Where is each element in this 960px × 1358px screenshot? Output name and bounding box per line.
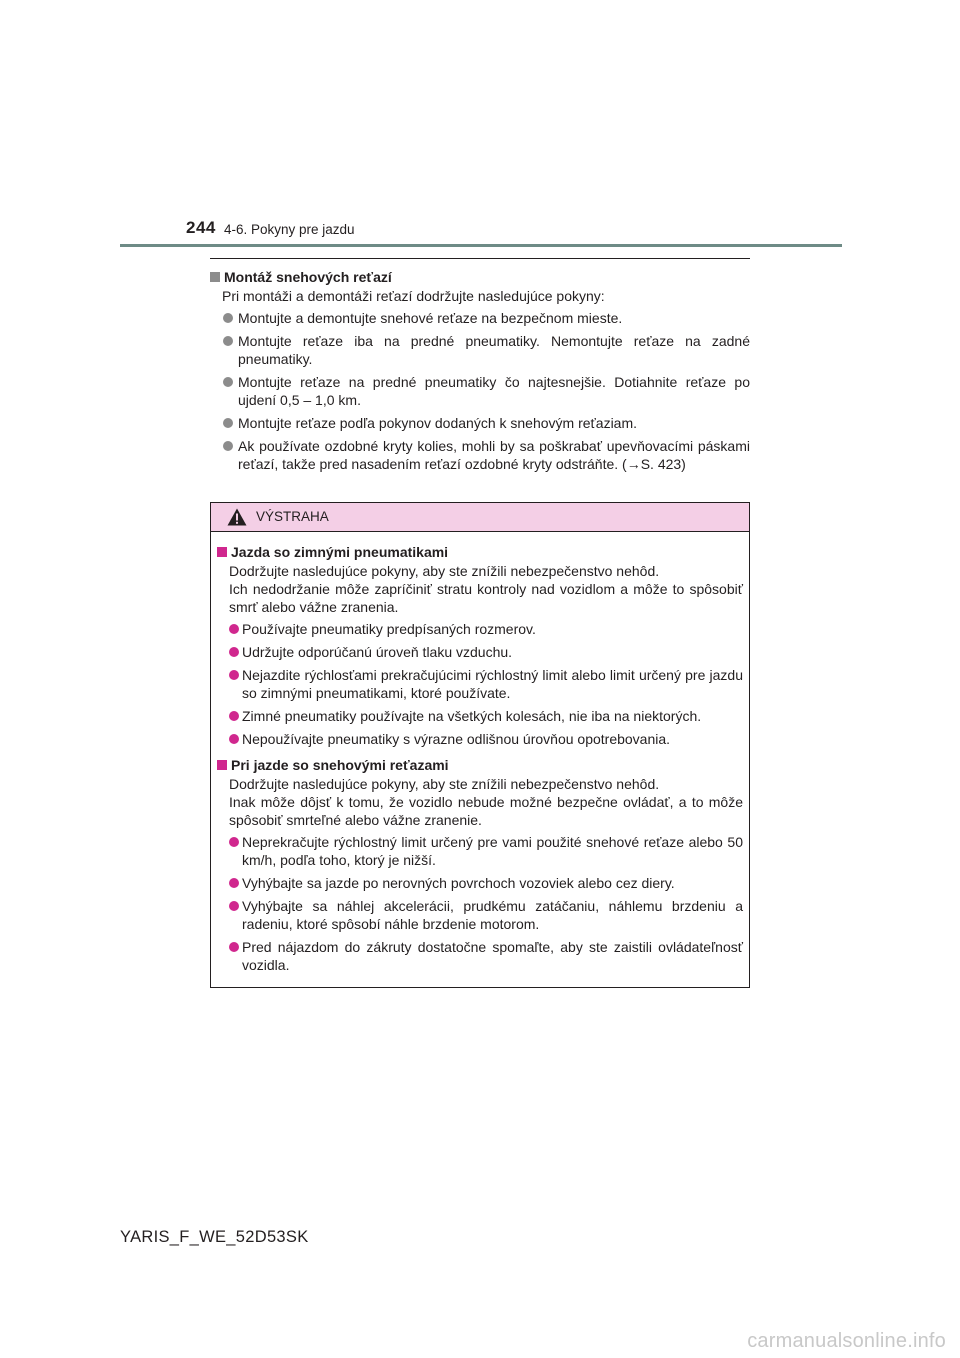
bullet-dot-icon [223, 418, 233, 428]
winter-tires-heading: Jazda so zimnými pneumatikami [217, 542, 743, 562]
bullet-dot-icon [229, 942, 239, 952]
square-bullet-icon [217, 760, 227, 770]
list-item: Nepoužívajte pneumatiky s výrazne odlišnou úrovňou opotrebovania. [217, 730, 743, 748]
snow-chains-heading-text: Montáž snehových reťazí [224, 269, 392, 285]
bullet-dot-icon [229, 624, 239, 634]
header-rule [120, 244, 842, 247]
list-item: Vyhýbajte sa náhlej akcelerácii, prudkému zatáčaniu, náhlemu brzdeniu a radeniu, ktoré spôsobí náhle brzdenie motorom. [217, 897, 743, 933]
bullet-dot-icon [229, 734, 239, 744]
snow-chains-section [210, 258, 750, 478]
bullet-dot-icon [229, 647, 239, 657]
snow-chains-driving-list [217, 833, 743, 974]
snow-chains-list [210, 309, 750, 473]
snow-chains-intro: Pri montáži a demontáži reťazí dodržujte nasledujúce pokyny: [222, 288, 605, 304]
list-item: Ak používate ozdobné kryty kolies, mohli by sa poškrabať upevňovacími páskami reťazí, takže pred nasadením reťazí ozdobné kryty odstráňte. (→S. 423) [210, 437, 750, 473]
snow-chains-driving-intro: Dodržujte nasledujúce pokyny, aby ste znížili nebezpečenstvo nehôd. Inak môže dôjsť k tomu, že vozidlo nebude možné bezpečne ovládať, a to môže spôsobiť smrteľné alebo vážne zranenie. [229, 776, 743, 828]
chapter-title: 4-6. Pokyny pre jazdu [224, 222, 355, 237]
bullet-dot-icon [223, 336, 233, 346]
snow-chains-heading [210, 267, 750, 287]
square-bullet-icon [217, 547, 227, 557]
bullet-dot-icon [223, 377, 233, 387]
list-item: Montujte reťaze iba na predné pneumatiky. Nemontujte reťaze na zadné pneumatiky. [210, 332, 750, 368]
list-item: Pred nájazdom do zákruty dostatočne spomaľte, aby ste zaistili ovládateľnosť vozidla. [217, 938, 743, 974]
bullet-dot-icon [229, 901, 239, 911]
list-item: Neprekračujte rýchlostný limit určený pre vami použité snehové reťaze alebo 50 km/h, podľa toho, ktorý je nižší. [217, 833, 743, 869]
bullet-dot-icon [229, 837, 239, 847]
bullet-dot-icon [229, 711, 239, 721]
warning-triangle-icon [227, 508, 247, 526]
watermark: carmanualsonline.info [747, 1330, 946, 1352]
list-item: Používajte pneumatiky predpísaných rozmerov. [217, 620, 743, 638]
warning-header [211, 503, 749, 532]
page-number: 244 [186, 218, 216, 237]
snow-chains-driving-heading: Pri jazde so snehovými reťazami [217, 755, 743, 775]
bullet-dot-icon [229, 878, 239, 888]
section-divider [210, 258, 750, 259]
list-item: Nejazdite rýchlosťami prekračujúcimi rýchlostný limit alebo limit určený pre jazdu so zimnými pneumatikami, ktoré používate. [217, 666, 743, 702]
list-item: Montujte a demontujte snehové reťaze na bezpečnom mieste. [210, 309, 750, 327]
bullet-dot-icon [223, 441, 233, 451]
square-bullet-icon [210, 272, 220, 282]
list-item: Montujte reťaze na predné pneumatiky čo najtesnejšie. Dotiahnite reťaze po ujdení 0,5 – 1,0 km. [210, 373, 750, 409]
bullet-dot-icon [229, 670, 239, 680]
warning-body [211, 532, 749, 974]
list-item: Udržujte odporúčanú úroveň tlaku vzduchu. [217, 643, 743, 661]
warning-title: VÝSTRAHA [256, 509, 329, 524]
winter-tires-list [217, 620, 743, 748]
list-item: Vyhýbajte sa jazde po nerovných povrchoch vozoviek alebo cez diery. [217, 874, 743, 892]
list-item: Zimné pneumatiky používajte na všetkých kolesách, nie iba na niektorých. [217, 707, 743, 725]
list-item: Montujte reťaze podľa pokynov dodaných k snehovým reťaziam. [210, 414, 750, 432]
bullet-dot-icon [223, 313, 233, 323]
winter-tires-intro: Dodržujte nasledujúce pokyny, aby ste znížili nebezpečenstvo nehôd. Ich nedodržanie môže zapríčiniť stratu kontroly nad vozidlom a môže to spôsobiť smrť alebo vážne zranenia. [229, 563, 743, 615]
document-code: YARIS_F_WE_52D53SK [120, 1228, 309, 1246]
warning-box [210, 502, 750, 988]
